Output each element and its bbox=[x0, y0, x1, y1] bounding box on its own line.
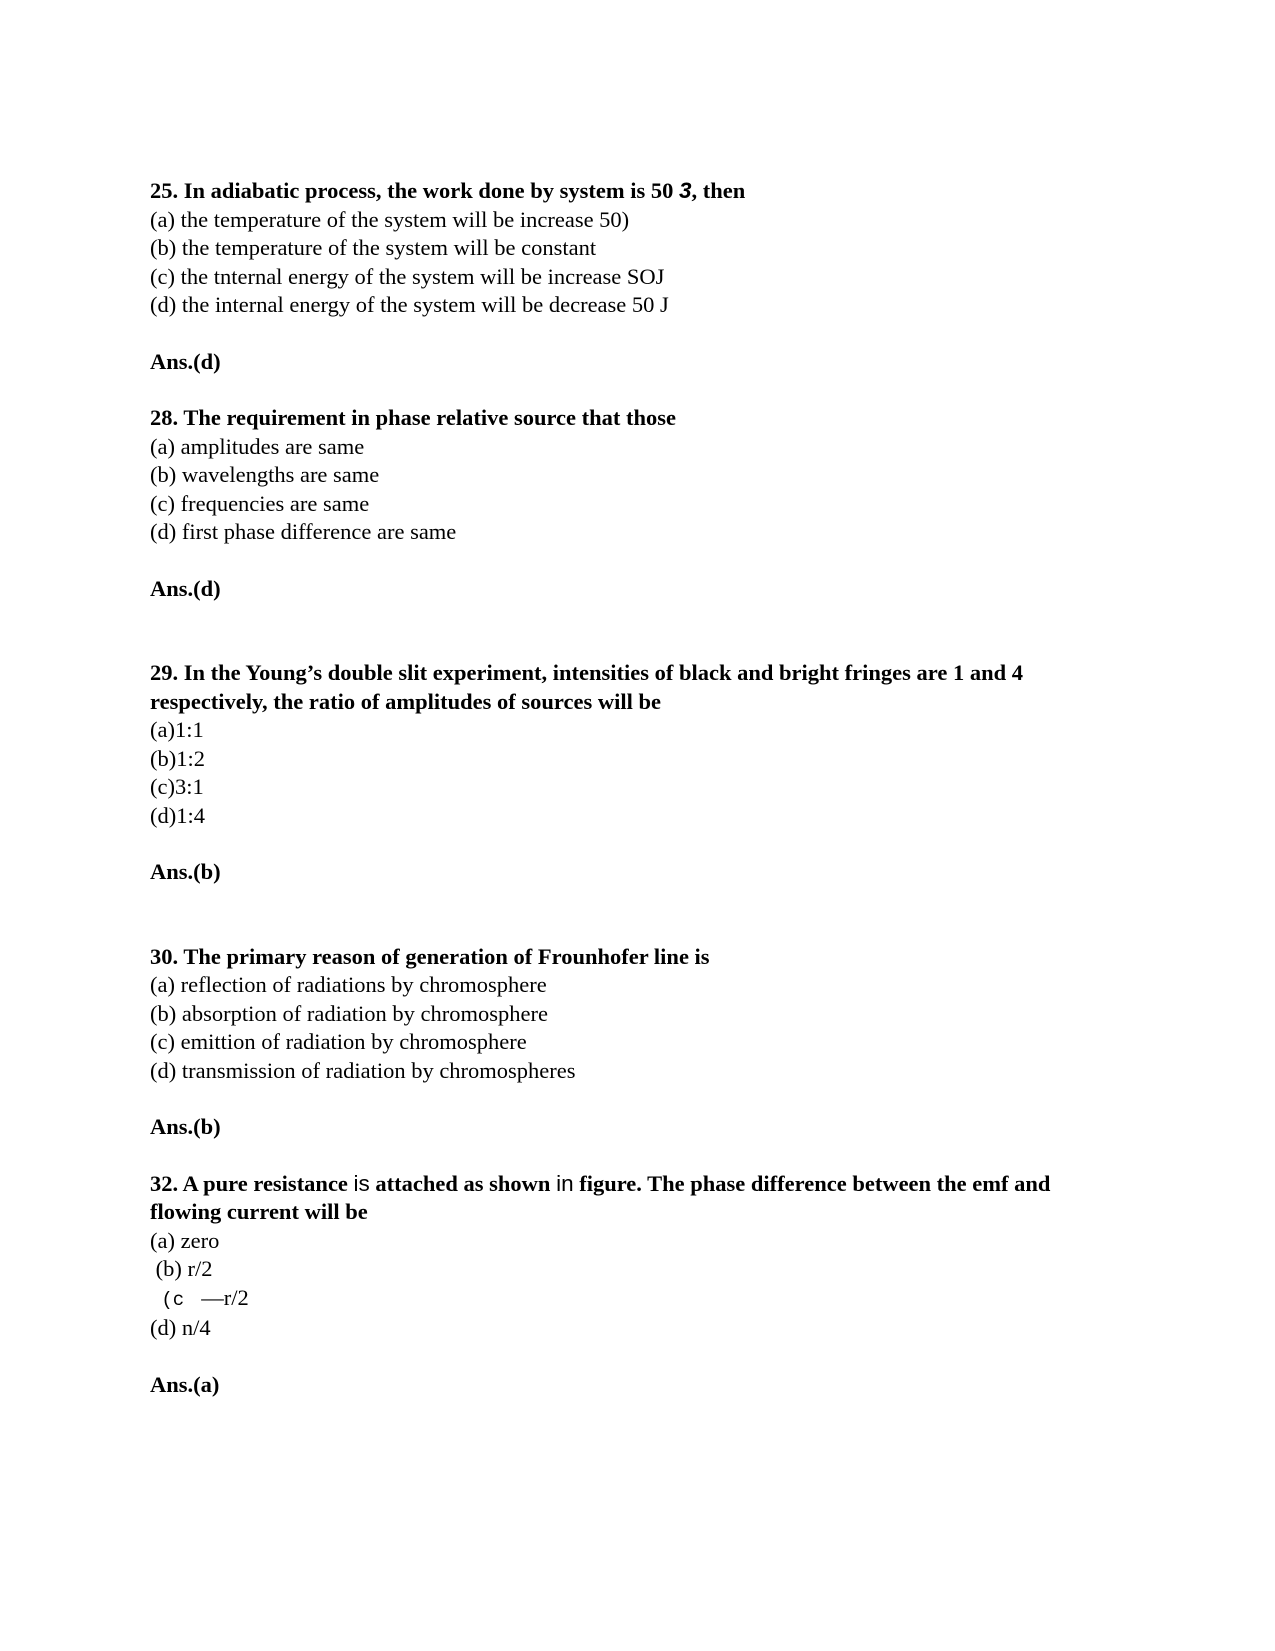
question-32-answer: Ans.(a) bbox=[150, 1371, 220, 1397]
question-28-option-d: (d) first phase difference are same bbox=[150, 519, 457, 544]
question-sheet bbox=[150, 177, 1150, 1399]
question-25-stem-text: 25. In adiabatic process, the work done by system is 50 bbox=[150, 178, 679, 203]
question-25-option-d: (d) the internal energy of the system will be decrease 50 J bbox=[150, 292, 669, 317]
question-29-option-c: (c)3:1 bbox=[150, 774, 204, 799]
question-25-option-b: (b) the temperature of the system will be constant bbox=[150, 235, 597, 260]
question-28 bbox=[150, 404, 1150, 603]
question-29-answer: Ans.(b) bbox=[150, 859, 221, 884]
question-25 bbox=[150, 177, 1150, 376]
question-28-answer: Ans.(d) bbox=[150, 575, 221, 601]
question-25-stem-glyph: 3 bbox=[679, 178, 692, 203]
question-28-option-c: (c) frequencies are same bbox=[150, 490, 370, 516]
question-25-stem-end: , then bbox=[691, 178, 746, 203]
question-25-answer: Ans.(d) bbox=[150, 348, 221, 374]
question-32-option-c-label: (c bbox=[150, 1288, 196, 1311]
question-30-option-d: (d) transmission of radiation by chromospheres bbox=[150, 1057, 576, 1083]
question-32-stem bbox=[150, 1170, 1070, 1227]
question-30-option-a: (a) reflection of radiations by chromosphere bbox=[150, 972, 547, 997]
question-32-stem-part2: attached as shown bbox=[369, 1170, 557, 1196]
question-30-stem: 30. The primary reason of generation of Frounhofer line is bbox=[150, 943, 710, 969]
question-30-answer: Ans.(b) bbox=[150, 1114, 221, 1139]
question-32-stem-part3: figure. The phase difference between the emf and flowing current will be bbox=[150, 1170, 1051, 1224]
question-25-stem bbox=[150, 177, 1150, 206]
question-30 bbox=[150, 943, 1150, 1142]
question-32 bbox=[150, 1170, 1150, 1400]
question-32-stem-in: in bbox=[556, 1170, 574, 1196]
question-30-option-b: (b) absorption of radiation by chromosphere bbox=[150, 1000, 549, 1026]
question-29-stem: 29. In the Young’s double slit experiment, intensities of black and bright fringes are 1 and 4 respectively, the ratio of amplitudes of sources will be bbox=[150, 660, 1023, 714]
question-28-option-b: (b) wavelengths are same bbox=[150, 462, 380, 487]
question-32-option-c bbox=[150, 1284, 1150, 1315]
question-32-option-c-text: —r/2 bbox=[195, 1284, 249, 1310]
question-32-option-a: (a) zero bbox=[150, 1227, 220, 1253]
question-29-option-d: (d)1:4 bbox=[150, 802, 205, 828]
question-30-option-c: (c) emittion of radiation by chromosphere bbox=[150, 1029, 527, 1054]
question-32-option-d: (d) n/4 bbox=[150, 1315, 211, 1340]
question-25-option-c: (c) the tnternal energy of the system will be increase SOJ bbox=[150, 263, 665, 289]
question-28-stem: 28. The requirement in phase relative source that those bbox=[150, 405, 677, 430]
question-29-option-a: (a)1:1 bbox=[150, 717, 204, 742]
question-32-stem-is: is bbox=[353, 1170, 370, 1196]
question-32-option-b: (b) r/2 bbox=[150, 1256, 213, 1281]
question-28-option-a: (a) amplitudes are same bbox=[150, 433, 365, 459]
question-25-option-a: (a) the temperature of the system will be increase 50) bbox=[150, 206, 630, 232]
question-29-option-b: (b)1:2 bbox=[150, 745, 205, 771]
question-29 bbox=[150, 659, 1150, 887]
question-32-stem-part1: 32. A pure resistance bbox=[150, 1170, 354, 1196]
